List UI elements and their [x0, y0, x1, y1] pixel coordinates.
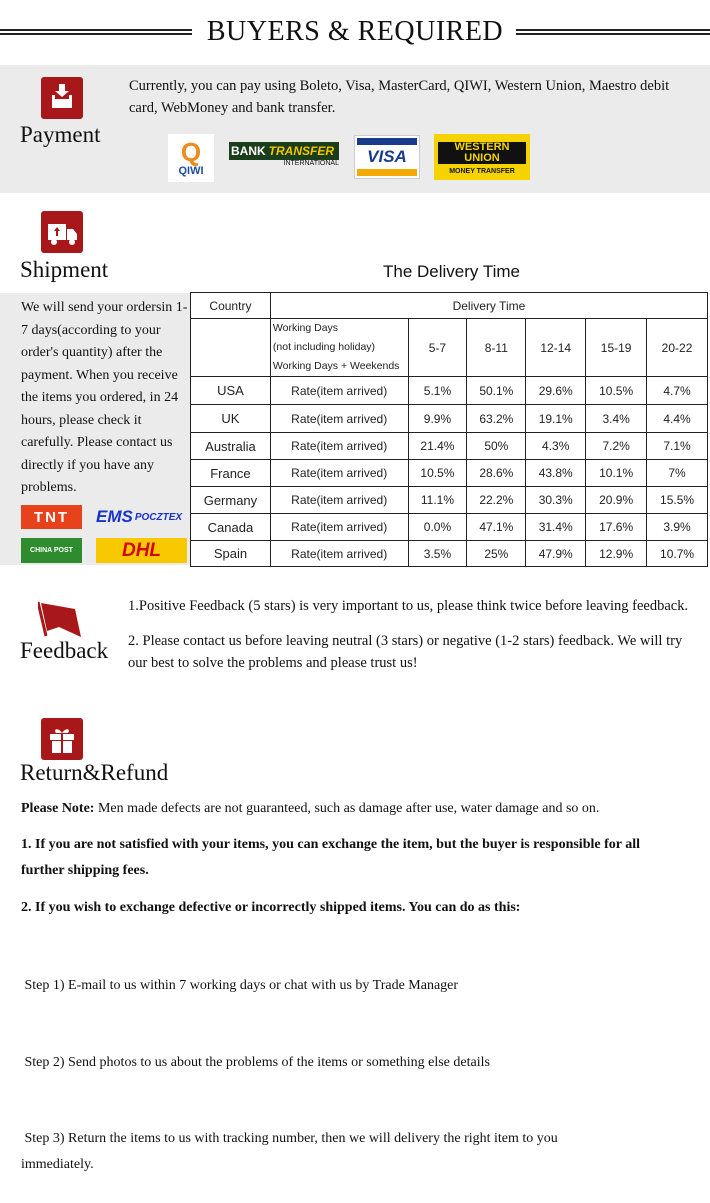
international-label: INTERNATIONAL: [283, 160, 339, 167]
empty-cell: [191, 319, 271, 377]
rate-cell: 5.1%: [408, 377, 467, 405]
country-cell: Canada: [191, 514, 271, 541]
rate-cell: 50.1%: [467, 377, 526, 405]
rate-cell: 29.6%: [526, 377, 586, 405]
rate-cell: 3.5%: [408, 541, 467, 567]
header-country: Country: [191, 293, 271, 319]
rate-cell: 11.1%: [408, 487, 467, 514]
page-header: [0, 14, 710, 54]
rate-label-cell: Rate(item arrived): [270, 405, 408, 433]
gift-icon: [41, 718, 83, 760]
qiwi-logo: Q QIWI: [168, 134, 214, 182]
working-days-label: [270, 319, 408, 377]
rate-cell: 7.1%: [647, 433, 708, 460]
country-cell: USA: [191, 377, 271, 405]
qiwi-label: QIWI: [178, 165, 204, 177]
table-row: [191, 541, 708, 567]
country-cell: Australia: [191, 433, 271, 460]
refund-note: [21, 798, 701, 820]
country-cell: Spain: [191, 541, 271, 567]
rate-cell: 17.6%: [586, 514, 647, 541]
rate-label-cell: Rate(item arrived): [270, 460, 408, 487]
rate-cell: 22.2%: [467, 487, 526, 514]
step-item: Step 3) Return the items to us with tracking number, then we will delivery the right item to you immediately.: [21, 1131, 562, 1172]
table-row: [191, 514, 708, 541]
note-label: Please Note:: [21, 801, 95, 816]
delivery-truck-icon: [41, 211, 83, 253]
rate-cell: 10.5%: [586, 377, 647, 405]
delivery-time-table: [190, 292, 708, 567]
rate-cell: 10.1%: [586, 460, 647, 487]
rate-cell: 47.9%: [526, 541, 586, 567]
rate-cell: 3.4%: [586, 405, 647, 433]
rate-cell: 25%: [467, 541, 526, 567]
rate-cell: 31.4%: [526, 514, 586, 541]
range-header: 15-19: [586, 319, 647, 377]
page-title: BUYERS & REQUIRED: [206, 16, 504, 47]
rate-cell: 63.2%: [467, 405, 526, 433]
note-text: Men made defects are not guaranteed, such as damage after use, water damage and so on.: [94, 801, 600, 816]
table-row: [191, 460, 708, 487]
rate-cell: 12.9%: [586, 541, 647, 567]
china-post-logo: CHINA POST: [21, 538, 82, 563]
western-label: WESTERN: [454, 141, 510, 153]
rate-cell: 43.8%: [526, 460, 586, 487]
rate-cell: 4.7%: [647, 377, 708, 405]
rate-cell: 21.4%: [408, 433, 467, 460]
range-header: 12-14: [526, 319, 586, 377]
union-label: UNION: [464, 152, 500, 164]
return-refund-title: Return&Refund: [20, 760, 169, 785]
rate-label-cell: Rate(item arrived): [270, 514, 408, 541]
country-cell: France: [191, 460, 271, 487]
tnt-logo: TNT: [21, 505, 82, 529]
table-row: [191, 377, 708, 405]
rate-cell: 4.3%: [526, 433, 586, 460]
visa-logo: [354, 135, 420, 179]
bank-transfer-logo: [229, 142, 339, 172]
feedback-text-2: 2. Please contact us before leaving neutral (3 stars) or negative (1-2 stars) feedback. We will try our best to solve the problems and please trust us!: [128, 633, 683, 671]
table-row: [191, 487, 708, 514]
sub-label: (not including holiday): [272, 341, 376, 353]
range-header: 5-7: [408, 319, 467, 377]
payment-title: Payment: [20, 122, 101, 147]
rate-cell: 10.5%: [408, 460, 467, 487]
rate-cell: 3.9%: [647, 514, 708, 541]
rate-cell: 19.1%: [526, 405, 586, 433]
ems-logo: [96, 505, 190, 529]
rate-cell: 20.9%: [586, 487, 647, 514]
sub-label: Working Days: [272, 322, 339, 334]
refund-paragraph-2: 2. If you wish to exchange defective or incorrectly shipped items. You can do as this:: [21, 900, 521, 915]
dhl-logo: DHL: [96, 538, 187, 563]
refund-paragraph-1: 1. If you are not satisfied with your items, you can exchange the item, but the buyer is responsible for all further shipping fees.: [21, 837, 640, 878]
download-tray-icon: [41, 77, 83, 119]
rate-cell: 7%: [647, 460, 708, 487]
ems-label: EMS: [96, 507, 133, 526]
country-cell: UK: [191, 405, 271, 433]
range-header: 8-11: [467, 319, 526, 377]
delivery-time-title: The Delivery Time: [383, 262, 520, 281]
shipment-text: We will send your ordersin 1-7 days(according to your order's quantity) after the payment. When you receive the items you ordered, in 24 hours, please check it carefully. Please contact us directly if you have any problems.: [21, 300, 188, 495]
feedback-text-1: 1.Positive Feedback (5 stars) is very important to us, please think twice before leaving feedback.: [128, 598, 689, 614]
range-header: 20-22: [647, 319, 708, 377]
rate-cell: 9.9%: [408, 405, 467, 433]
country-cell: Germany: [191, 487, 271, 514]
payment-text: Currently, you can pay using Boleto, Visa, MasterCard, QIWI, Western Union, Maestro debit card, WebMoney and bank transfer.: [129, 78, 670, 116]
feedback-flag-icon: [38, 600, 84, 640]
visa-label: VISA: [367, 147, 407, 166]
rate-label-cell: Rate(item arrived): [270, 433, 408, 460]
pocztex-label: POCZTEX: [134, 511, 183, 523]
bank-label: BANK: [231, 144, 266, 158]
header-delivery-time: Delivery Time: [270, 293, 707, 319]
rate-cell: 4.4%: [647, 405, 708, 433]
rate-cell: 10.7%: [647, 541, 708, 567]
table-row: [191, 433, 708, 460]
western-union-logo: [434, 134, 530, 180]
rate-label-cell: Rate(item arrived): [270, 487, 408, 514]
rate-cell: 47.1%: [467, 514, 526, 541]
transfer-label: TRANSFER: [268, 144, 335, 158]
rate-label-cell: Rate(item arrived): [270, 377, 408, 405]
rate-cell: 7.2%: [586, 433, 647, 460]
money-transfer-label: MONEY TRANSFER: [449, 168, 515, 175]
rate-cell: 15.5%: [647, 487, 708, 514]
rate-label-cell: Rate(item arrived): [270, 541, 408, 567]
rate-cell: 28.6%: [467, 460, 526, 487]
feedback-title: Feedback: [20, 638, 109, 663]
table-row: [191, 405, 708, 433]
rate-cell: 50%: [467, 433, 526, 460]
sub-label: Working Days + Weekends: [272, 360, 400, 372]
step-item: Step 2) Send photos to us about the problems of the items or something else details: [21, 1054, 490, 1070]
rate-cell: 0.0%: [408, 514, 467, 541]
step-item: Step 1) E-mail to us within 7 working days or chat with us by Trade Manager: [21, 978, 459, 993]
rate-cell: 30.3%: [526, 487, 586, 514]
shipment-title: Shipment: [20, 257, 109, 282]
refund-steps: [21, 922, 571, 1203]
